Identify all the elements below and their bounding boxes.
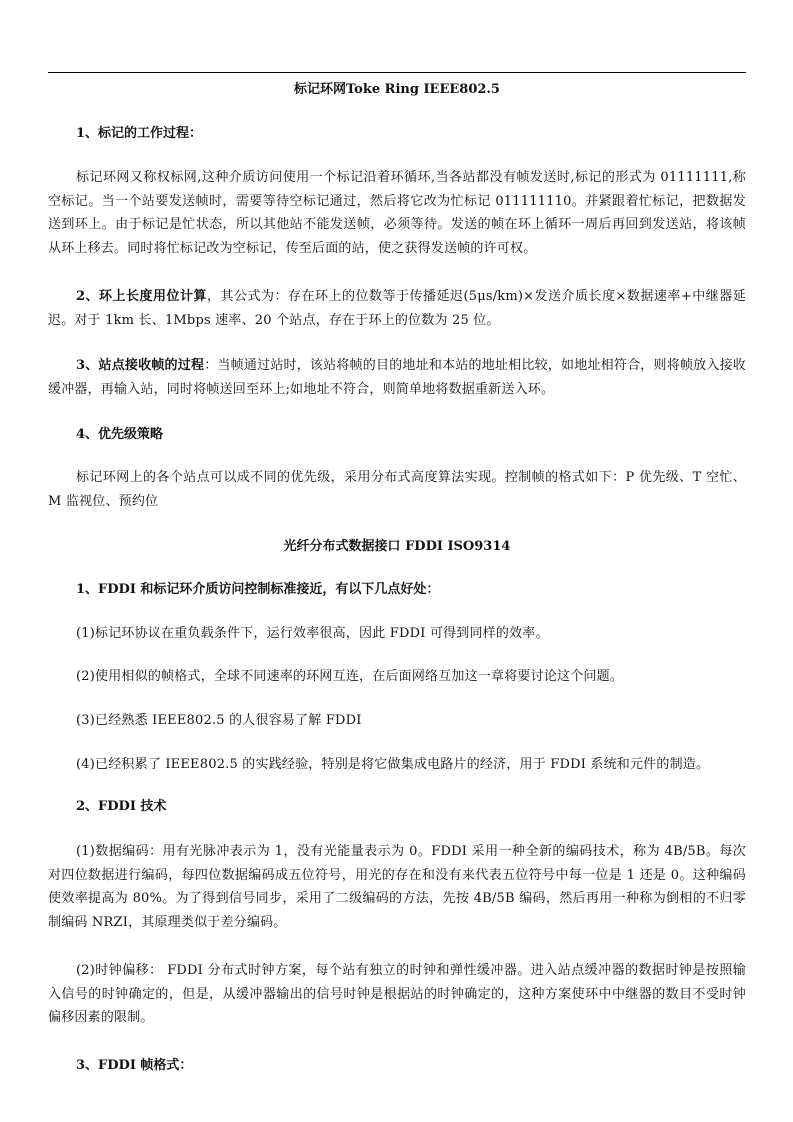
- list-item: (4)已经积累了 IEEE802.5 的实践经验，特别是将它做集成电路片的经济，用于 FDDI 系统和元件的制造。: [76, 757, 710, 772]
- frame-receive-lead: 3、站点接收帧的过程: [76, 358, 205, 373]
- paragraph-token-ring-overview: 标记环网又称权标网,这种介质访问使用一个标记沿着环循环,当各站都没有帧发送时,标记的形式为 01111111,称空标记。当一个站要发送帧时，需要等待空标记通过，然后将它改为忙标记 011111110。并紧跟着忙标记，把数据发送到环上。由于标记是忙状态，所以其他站不能发送帧，必须等待。发送的帧在环上循环一周后再回到发送站，将该帧从环上移去。同时将忙标记改为空标记，传至后面的站，使之获得发送帧的许可权。: [48, 170, 746, 256]
- heading-fddi-frame-format: 3、FDDI 帧格式：: [76, 1058, 193, 1073]
- list-item: (1)标记环协议在重负载条件下，运行效率很高，因此 FDDI 可得到同样的效率。: [76, 626, 549, 641]
- ring-length-body: ，其公式为：存在环上的位数等于传播延迟(5μs/km)×发送介质长度×数据速率+中继器延迟。对于 1km 长、1Mbps 速率、20 个站点，存在于环上的位数为 25 位。: [48, 289, 746, 328]
- fddi-title: 光纤分布式数据接口 FDDI ISO9314: [283, 539, 511, 554]
- ring-length-lead: 2、环上长度用位计算: [76, 289, 208, 304]
- paragraph-ring-length: [48, 285, 746, 332]
- paragraph-frame-receive: [48, 354, 746, 401]
- heading-token-working-process: 1、标记的工作过程：: [76, 126, 203, 141]
- list-item: (3)已经熟悉 IEEE802.5 的人很容易了解 FDDI: [76, 713, 362, 728]
- paragraph-data-encoding: (1)数据编码：用有光脉冲表示为 1，没有光能量表示为 0。FDDI 采用一种全新的编码技术，称为 4B/5B。每次对四位数据进行编码，每四位数据编码成五位符号，用光的存在和没有来代表五位符号中每一位是 1 还是 0。这种编码使效率提高为 80%。为了得到信号同步，采用了二级编码的方法，先按 4B/5B 编码，然后再用一种称为倒相的不归零制编码 NRZI，其原理类似于差分编码。: [48, 844, 746, 930]
- header-rule: [48, 72, 746, 73]
- token-ring-title: 标记环网Toke Ring IEEE802.5: [294, 82, 500, 97]
- frame-receive-body: ：当帧通过站时，该站将帧的目的地址和本站的地址相比较，如地址相符合，则将帧放入接收缓冲器，再输入站，同时将帧送回至环上;如地址不符合，则简单地将数据重新送入环。: [48, 358, 747, 397]
- paragraph-clock-offset: (2)时钟偏移： FDDI 分布式时钟方案，每个站有独立的时钟和弹性缓冲器。进入站点缓冲器的数据时钟是按照输入信号的时钟确定的，但是，从缓冲器输出的信号时钟是根据站的时钟确定的，这种方案使环中中继器的数目不受时钟偏移因素的限制。: [48, 963, 746, 1025]
- heading-priority-strategy: 4、优先级策略: [76, 427, 164, 442]
- heading-fddi-benefits: 1、FDDI 和标记环介质访问控制标准接近，有以下几点好处：: [76, 582, 440, 597]
- list-item: (2)使用相似的帧格式，全球不同速率的环网互连，在后面网络互加这一章将要讨论这个问题。: [76, 669, 624, 684]
- heading-fddi-technology: 2、FDDI 技术: [76, 799, 167, 814]
- paragraph-priority: 标记环网上的各个站点可以成不同的优先级，采用分布式高度算法实现。控制帧的格式如下：P 优先级、T 空忙、M 监视位、预约位: [48, 470, 746, 509]
